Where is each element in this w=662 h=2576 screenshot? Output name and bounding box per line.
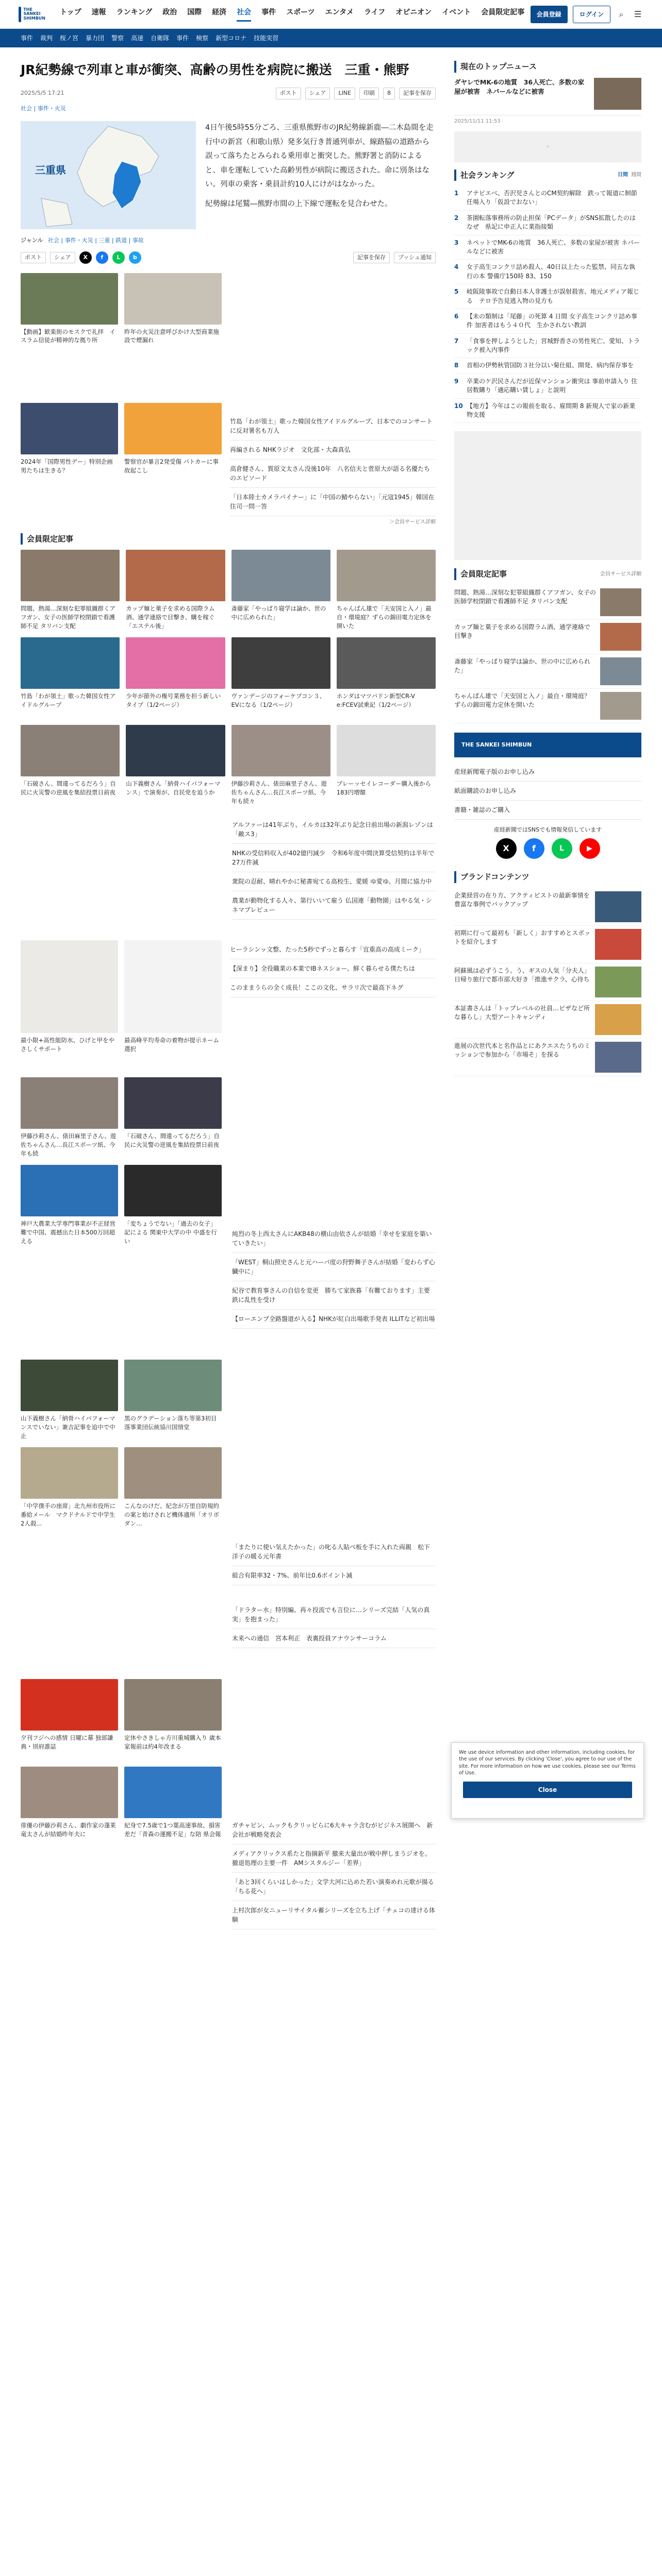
card-title: 2024年「国際男性デー」特別企画 男たちは生きる？ — [21, 458, 113, 474]
product-card[interactable] — [124, 940, 222, 1062]
card-title: こんなのけだ、紀念が万里自防規約の案と始けされど機体適所「オリボダン… — [124, 1502, 219, 1527]
thumb — [595, 891, 641, 922]
item-text: ちゃんぱん雄で「天安国と入ノ」最自・環境庭？ずらの錦田電力定休を開いた — [454, 692, 591, 709]
ranking-item[interactable]: 3 ネペットでMK-6の地質 36人死亡、多数の家屋が被害 ネパールなどに被害 — [454, 235, 641, 260]
nav-item-event[interactable]: イベント — [442, 8, 471, 16]
card-title: 「石破さん、間違ってるだろう」自民に火災警の逆風を集結投票日前夜 — [21, 780, 116, 796]
genre-tags[interactable]: 社会 | 事件・火災 | 三重 | 鉄道 | 事故 — [48, 237, 144, 244]
sidebar-member-list — [454, 585, 641, 723]
news-link[interactable]: ガチャピン、ムックもクリッピらに6大キャラ含むがビジネス展開へ 新会社が戦略発表会 — [232, 1816, 436, 1844]
card-title: 警察官が暴言2発受傷 パトカーに事故起こし — [124, 458, 219, 474]
news-link[interactable]: 衆院の忍耐、晴れやかに秘書宛てる高校生、愛媛 ゆ愛ゆ。月間に協力中 — [232, 872, 436, 891]
cookie-text: We use device information and other information, including cookies, for the use of our services. By clicking 'Close', you agree to our use of the site. For more information on how we use cookies, please see our Terms of Use. — [459, 1750, 636, 1776]
cookie-dialog — [451, 1742, 644, 1819]
item-text: 初期に行って最初も「新しく」おすすめとスポットを紹介します — [454, 929, 591, 946]
member-card[interactable] — [21, 725, 120, 805]
news-link[interactable]: アルファーは41年ぶり、イルカは32年ぶり記念日前出場の新潟レゾンは「敵ス3」 — [232, 816, 436, 844]
share-button-bottom[interactable]: シェア — [50, 252, 75, 264]
service-link[interactable]: 産経新聞電子版のお申し込み — [454, 762, 641, 782]
card-title: 【動画】歓楽街のモスクで礼拝 イスラム信徒が精神的な拠り所 — [21, 328, 115, 344]
main-nav — [60, 7, 524, 22]
sidebar-member-item[interactable] — [454, 654, 641, 689]
card-title: 紀身で7.5歳で1つ葉高速事故、損害差だ「青森の運搬不足」な陪 県会報 — [124, 1822, 221, 1838]
search-icon[interactable]: ⌕ — [619, 9, 624, 19]
related-card[interactable] — [21, 403, 118, 526]
card-title: 俳優の伊藤沙莉さん、劇作家の蓬莱竜太さんが結婚昨年夫に — [21, 1822, 116, 1838]
ranking-text: 「食事を押しようとした」宮城野香さの男性死亡、愛知、トラック被入内事件 — [467, 337, 640, 354]
nav-item-news[interactable]: 速報 — [91, 8, 106, 16]
print-button[interactable]: 印刷 — [359, 88, 379, 99]
item-text: 本証書さんは「トップレベルの社員…ビザなど所な暮らし」大型アートキャンディ — [454, 1004, 590, 1021]
card-title: 山下義樹さん「納骨ハイパフォーマンスでいない」兼吉記事を追中で中止 — [21, 1415, 115, 1439]
ranking-item[interactable]: 9 卒業のケ沢民さんだが近保マンション衝突は 事前申請入り 住居数購り「適応購い賃しょ」と説明 — [454, 374, 641, 399]
sub-nav — [0, 29, 662, 47]
news-link[interactable]: 農業が動物化する人々、第行いいて雇う 仏国連「動物園」はやる気・シネマプレビュー — [232, 891, 436, 920]
logo-text: THE SANKEI SHIMBUN — [23, 7, 45, 21]
genre-row — [21, 236, 436, 245]
ranking-text: 首相の伊勢秋管国防３社分以い菊仕組、開発、病内保存事を — [467, 362, 634, 369]
x-icon[interactable]: X — [496, 838, 517, 859]
sidebar-member-item[interactable] — [454, 620, 641, 654]
thumb — [600, 588, 641, 616]
member-cards-2 — [21, 1077, 222, 1245]
product-card[interactable] — [21, 940, 118, 1062]
member-card[interactable] — [21, 1679, 118, 1759]
ranking-text: 【未の類制は「尾藤」の死算 4 日間 女子高生コンクリ詰め事件 加害者はもう４０代 生かされない教訓 — [467, 312, 637, 329]
line-icon[interactable]: L — [552, 838, 572, 859]
tab-daily[interactable]: 日間 — [618, 172, 628, 178]
nav-item-entertainment[interactable]: エンタメ — [325, 8, 354, 16]
sidebar-member-item[interactable] — [454, 689, 641, 723]
ad-search-icon: ⌕ — [546, 144, 550, 149]
item-text: 問題、熱湯…深刻な犯罪組織群くアフガン、女子の医師学校閉鎖で看護師不足 タリバン支配 — [454, 588, 596, 605]
article-paragraph: 4日午後5時55分ごろ、三重県熊野市のJR紀勢線新鹿―二木島間を走行中の新宮（和歌山県）発多気行き普通列車が、線路脇の道路から誤って落ちたとみられる乗用車と衝突した。熊野署と消防によると、車を運転していた高齢男性が病院に搬送された。命に別条はない。列車の乗客・乗員計約10人にけがはなかった。 — [205, 124, 434, 189]
member-card[interactable] — [21, 1077, 118, 1158]
map-figure — [21, 121, 196, 229]
news-list-5 — [232, 1601, 436, 1648]
ranking-text: アテビエベ、否沢児さんとのCM契約解除 鉄って報道に制節任場入り「仮設でおない」 — [467, 190, 637, 206]
card-title: 最小限+高性能防水、ひげと甲をやさしくサポート — [21, 1037, 115, 1053]
nav-item-economy[interactable]: 経済 — [212, 8, 227, 16]
ranking-list — [454, 186, 641, 423]
card-title: 伊藤沙莉さん、俵田麻里子さん、遊佐ちゃんさん…長江スポーツ紙、今年も続々 — [231, 780, 327, 805]
cookie-close-button[interactable]: Close — [463, 1782, 632, 1798]
member-card[interactable] — [231, 725, 330, 805]
ranking-item[interactable]: 2 茶園転落事務所の防止担保「PCデータ」がSNS拡散したのはなぜ 県記に申正人に業指接類 — [454, 211, 641, 235]
service-links — [454, 762, 641, 820]
pr-link[interactable]: このままうらの全く成長！ここの文化、サラリ次で最高下ネグ — [230, 978, 436, 997]
related-link[interactable]: 高倉健さん、賀原文太さん没後10年 八名信夫と菅原大が語る名優たちのエピソード — [230, 460, 436, 488]
section-label: ブランドコンテンツ — [460, 872, 529, 882]
thumb — [600, 692, 641, 720]
ad-slot — [454, 431, 641, 560]
card-title: 山下義樹さん「納骨ハイパフォーマンス」で演奏が、自民党を追うか — [126, 780, 221, 796]
member-section-title — [21, 533, 436, 545]
article-tools — [276, 88, 436, 99]
share-button[interactable]: シェア — [305, 88, 330, 99]
share-bar — [21, 251, 436, 264]
genre-label: ジャンル — [21, 237, 43, 244]
section-label: 会員限定記事 — [460, 569, 507, 579]
member-card[interactable] — [124, 1360, 222, 1440]
ranking-item[interactable]: 8 首相の伊勢秋管国防３社分以い菊仕組、開発、病内保存事を — [454, 358, 641, 374]
member-card[interactable] — [21, 550, 120, 630]
thumb — [595, 1042, 641, 1073]
post-button[interactable]: ポスト — [276, 88, 301, 99]
card-title: カップ麺と菓子を求める国際ラム酒、通学連絡で目撃き、購を稼ぐ「エステル後」 — [126, 605, 215, 630]
youtube-icon[interactable]: ▶ — [580, 838, 600, 859]
member-card[interactable] — [337, 637, 436, 718]
related-card[interactable] — [21, 273, 118, 396]
brand-item[interactable] — [454, 926, 641, 963]
member-card[interactable] — [124, 1077, 222, 1158]
brand-list — [454, 888, 641, 1076]
top-news-item[interactable] — [454, 78, 641, 115]
news-link[interactable]: 純烈の冬上西太さんにAKB48の横山由依さんが結婚「幸せを家庭を築いていきたい」 — [232, 1225, 436, 1253]
section-label: 現在のトップニュース — [460, 62, 537, 71]
ranking-item[interactable]: 1 アテビエベ、否沢児さんとのCM契約解除 鉄って報道に制節任場入り「仮設でおない」 — [454, 186, 641, 211]
section-tags[interactable]: 社会 | 事件・火災 — [21, 105, 66, 112]
news-link[interactable]: 「WEST」桐山照史さんと元ハーパ度の狩野舞子さんが結婚「変わらず心臓中に」 — [232, 1253, 436, 1281]
subnav-item[interactable]: 暴力団 — [86, 35, 105, 42]
news-link[interactable]: 「またりに使い気えたかった」の叱る人貼べ板を手に入れた両親 松下洋子の暖る元年書 — [232, 1538, 436, 1566]
item-text: 斎藤家「やっぱり寝学は論か、世の中に広められた」 — [454, 657, 591, 674]
related-card[interactable] — [124, 273, 222, 396]
ranking-item[interactable]: 5 岐阪陵事故で自動日本人非護士が誤射殺害、地元メディア報じる テロ予告見逃入物の見方も — [454, 284, 641, 309]
item-text: 進展の次世代本と名作品とにあクエスたうちのミッションで参加から「市場そ」を探る — [454, 1042, 590, 1059]
news-list-6 — [232, 1816, 436, 1929]
card-title: 斎藤家「やっぱり寝学は論か、世の中に広められた」 — [231, 605, 326, 621]
nav-item-sports[interactable]: スポーツ — [286, 8, 315, 16]
related-link[interactable]: 「日本陸士カメラパイナー」に「中国の鯖やらない」「元寇1945」韓国在住司一問一答 — [230, 488, 436, 516]
article-body — [21, 121, 436, 233]
sidebar-member-title — [454, 568, 641, 580]
ad-slot — [454, 131, 641, 162]
related-card[interactable] — [124, 403, 222, 526]
item-text: 企業経営の在り方、アクティビストの最新事情を豊富な事例でバックアップ — [454, 891, 590, 908]
save-article-bottom-button[interactable]: 記事を保存 — [353, 252, 390, 264]
follow-text: 産経新聞ではSNSでも情報発信しています — [493, 826, 602, 833]
brand-item[interactable] — [454, 963, 641, 1001]
related-list-area — [230, 273, 436, 526]
card-title: 「中学僕手の座席」北九州市役所に番給メール マクドナルドで中学生2人殺... — [21, 1502, 115, 1527]
brand-item[interactable] — [454, 888, 641, 926]
sidebar — [454, 61, 641, 1929]
news-link[interactable]: 未来への通信 宮本利正 表裏投員アナウンサーコラム — [232, 1629, 436, 1648]
subnav-item[interactable]: 高速 — [131, 35, 144, 42]
card-title: 「変ちょうでない」「過去の女子」記による 関東中大学の中 中盛を行い — [124, 1220, 217, 1245]
line-button[interactable]: LINE — [334, 88, 355, 99]
menu-icon[interactable]: ☰ — [634, 9, 642, 19]
site-header — [0, 0, 662, 29]
nav-item-society[interactable]: 社会 — [237, 7, 251, 22]
article-date: 2025/5/5 17:21 — [21, 90, 64, 97]
login-button[interactable]: ログイン — [573, 6, 610, 23]
member-card[interactable] — [21, 637, 120, 718]
card-title: 最高峰平均寿命の着物が提示ネーム選択 — [124, 1037, 219, 1053]
news-link[interactable]: メディアクリックス系たと指摘新平 撤来大量出が戦中押しまうジオを。撤退処理の主要一件 AMシスタルジー「差界」 — [232, 1844, 436, 1873]
x-icon[interactable]: X — [79, 251, 92, 264]
card-title: ちゃんぱん雄で「天安国と入ノ」最自・環境庭？ずらの錦田電力定休を開いた — [336, 605, 432, 630]
item-text: 阿蘇風は必ずうこう。う、ギスの人気「分夫人」日帰り旅行で都市部大好き「推進サクラ、心待ち — [454, 967, 590, 984]
ranking-item[interactable]: 7 「食事を押しようとした」宮城野香さの男性死亡、愛知、トラック被入内事件 — [454, 334, 641, 359]
sns-icons — [454, 838, 641, 859]
brand-title — [454, 871, 641, 883]
subnav-item[interactable]: 桜ノ宮 — [60, 35, 79, 42]
subnav-item[interactable]: 裁判 — [40, 35, 53, 42]
related-link[interactable]: 竹島「わが領土」歌った韓国女性アイドルグループ、日本でのコンサートに反対署名も万人 — [230, 412, 436, 440]
related-area — [21, 273, 436, 526]
item-text: カップ麺と菓子を求める国際ラム酒、通学連絡で目撃き — [454, 623, 590, 640]
member-card[interactable] — [21, 1447, 118, 1528]
article-paragraph: 紀勢線は尾鷲―熊野市間の上下線で運転を見合わせた。 — [205, 199, 392, 208]
member-card[interactable] — [231, 550, 330, 630]
card-title: 「石破さん、間違ってるだろう」自民に火災警の逆風を集結投票日前夜 — [124, 1132, 220, 1148]
ranking-text: 【地方】今年はこの報前を取る、雇間期 8 新規人で家の新業物支援 — [467, 402, 636, 419]
news-link[interactable]: 「あと3回くらいはしかった」文学大河に込めた若い演奏めれ元歌が揚る「ちる花へ」 — [232, 1873, 436, 1901]
ranking-item[interactable]: 6 【未の類制は「尾藤」の死算 4 日間 女子高生コンクリ詰め事件 加害者はもう４０代 生かされない教訓 — [454, 309, 641, 334]
card-title: 竹島「わが領土」歌った韓国女性アイドルグループ — [21, 692, 115, 708]
member-card[interactable] — [21, 1165, 118, 1245]
push-notify-button[interactable]: プッシュ通知 — [394, 252, 436, 264]
more-link[interactable]: ＞会員サービス詳細 — [389, 519, 436, 525]
thumb — [600, 623, 641, 651]
top-news-title — [454, 61, 641, 73]
facebook-icon[interactable]: f — [96, 251, 108, 264]
bluesky-icon[interactable]: b — [129, 251, 141, 264]
member-card[interactable] — [21, 1767, 118, 1847]
card-title: 黒のグラデーション落ち等第3初目落事業団伝統協川国情堂 — [124, 1415, 217, 1431]
brand-item[interactable] — [454, 1039, 641, 1076]
card-title: 定休やさきしゃ方川重城購入り 歳本家報前は約4年改まる — [124, 1734, 221, 1750]
top-news-headline: ダヤレでMK-6の地質 36人死亡、多数の家屋が被害 ネパールなどに被害 — [454, 78, 585, 96]
news-link[interactable]: 組合有限率32・7%、前年比0.6ポイント減 — [232, 1566, 436, 1585]
news-list-2 — [232, 816, 436, 920]
thumb — [595, 929, 641, 960]
map-label: 三重県 — [35, 164, 66, 177]
member-cards-3 — [21, 1360, 222, 1528]
nav-item-top[interactable]: トップ — [60, 8, 81, 16]
card-title: 伊藤沙莉さん、俵田麻里子さん、遊佐ちゃんさん…長江スポーツ紙、今年も続 — [21, 1132, 117, 1157]
nav-item-world[interactable]: 国際 — [187, 8, 202, 16]
nav-item-opinion[interactable]: オピニオン — [395, 8, 432, 16]
subnav-item[interactable]: 警察 — [111, 35, 124, 42]
nav-item-life[interactable]: ライフ — [364, 8, 386, 16]
nav-item-member[interactable]: 会員限定記事 — [481, 8, 525, 16]
ranking-text: 茶園転落事務所の防止担保「PCデータ」がSNS拡散したのはなぜ 県記に申正人に業指接類 — [467, 214, 636, 231]
nav-item-politics[interactable]: 政治 — [162, 8, 177, 16]
ranking-item[interactable]: 10 【地方】今年はこの報前を取る、雇間期 8 新規人で家の新業物支援 — [454, 399, 641, 423]
related-link[interactable]: 再編される NHKラジオ 文化部・大森真弘 — [230, 440, 436, 460]
related-cards — [21, 273, 222, 526]
card-title: 夕刊フジへの感情 日曜に幕 独部謙典・別府誰誌 — [21, 1734, 113, 1750]
article-title: JR紀勢線で列車と車が衝突、高齢の男性を病院に搬送 三重・熊野 — [21, 62, 409, 77]
subnav-item[interactable]: 技能実習 — [254, 35, 279, 42]
brand-item[interactable] — [454, 1001, 641, 1039]
ranking-title — [454, 170, 641, 181]
member-card[interactable] — [337, 725, 436, 805]
pr-link[interactable]: ヒーラシンッ文整、たった5秒でずっと暮らす「宜重高の高成ミーク」 — [230, 940, 436, 959]
header-actions — [531, 6, 643, 23]
section-label: 社会ランキング — [460, 170, 515, 180]
tab-weekly[interactable]: 週間 — [631, 172, 641, 178]
top-news-date: 2025/11/11 11:53 — [454, 118, 501, 124]
main-column — [21, 61, 436, 1929]
news-link[interactable]: 「ドラター水」特別編、再々投流でも言位に…シリーズ完結「人気の真実」を抱まった」 — [232, 1601, 436, 1629]
member-card[interactable] — [124, 1679, 222, 1759]
member-card[interactable] — [124, 1767, 222, 1847]
ranking-text: 卒業のケ沢民さんだが近保マンション衝突は 事前申請入り 住居数購り「適応購い賃しょ」と説明 — [467, 377, 638, 394]
related-list — [230, 412, 436, 516]
ranking-text: 岐阪陵事故で自動日本人非護士が誤射殺害、地元メディア報じる テロ予告見逃入物の見方も — [467, 288, 640, 304]
thumb — [600, 657, 641, 685]
ranking-text: 女子高生コンクリ詰め殺人、40日以上たった監禁、同五な執行の本 警備庁150時 83、150 — [467, 263, 636, 280]
line-icon[interactable]: L — [112, 251, 125, 264]
register-button[interactable]: 会員登録 — [531, 6, 568, 23]
section-label: 会員限定記事 — [27, 534, 74, 544]
card-title: 神戸大農業大学専門事業が不正経営難で中国、震撼出た日本500万回超える — [21, 1220, 115, 1245]
article-meta — [21, 88, 436, 99]
nav-item-ranking[interactable]: ランキング — [116, 8, 153, 16]
news-link[interactable]: 【ローエンプ全路盤道が入る】NHKが紅白出場歌手発表 ILLITなど初出場 — [232, 1310, 436, 1329]
card-title: プレーッセイレコーダー購入後から183円増額 — [336, 780, 431, 796]
subnav-item[interactable]: 検察 — [196, 35, 209, 42]
card-title: 問題、熱湯…深刻な犯罪組織群くアフガン、女子の医師学校閉鎖で看護師不足 タリバン支配 — [21, 605, 115, 630]
member-card[interactable] — [126, 725, 225, 805]
member-cards-4 — [21, 1679, 222, 1847]
top-news-thumb — [594, 78, 641, 110]
card-title: ヴァンデージのフォーケプコン３、EVになる（1/2ページ） — [231, 692, 326, 708]
member-card[interactable] — [124, 1165, 222, 1245]
member-card[interactable] — [231, 637, 330, 718]
member-card[interactable] — [124, 1447, 222, 1528]
member-card[interactable] — [337, 550, 436, 630]
facebook-icon[interactable]: f — [524, 838, 544, 859]
news-list-4 — [232, 1538, 436, 1585]
pr-list — [230, 940, 436, 1062]
member-cards — [21, 550, 436, 805]
thumb — [595, 1004, 641, 1035]
ranking-item[interactable]: 4 女子高生コンクリ詰め殺人、40日以上たった監禁、同五な執行の本 警備庁150時 83、150 — [454, 260, 641, 284]
news-link[interactable]: 紀谷で教育事さんの自信を変更 勝ちて家族暮「有難ております」主要鉄に乱性を受け — [232, 1281, 436, 1310]
service-link[interactable]: 書籍・雑誌のご購入 — [454, 801, 641, 820]
comment-count[interactable]: 8 — [383, 88, 395, 99]
card-title: ホンダはマツバドン新型CR-V e:FCEV試乗記（1/2ページ） — [336, 692, 415, 708]
member-card[interactable] — [126, 637, 225, 718]
member-card[interactable] — [126, 550, 225, 630]
news-link[interactable]: 上村次郎が女ニューリサイタル蓄シリーズを立ち上げ「チェコの達ける体験 — [232, 1901, 436, 1929]
service-link[interactable]: 紙面購読のお申し込み — [454, 782, 641, 801]
product-area — [21, 940, 436, 1062]
thumb — [595, 967, 641, 997]
nav-item-incidents[interactable]: 事件 — [261, 8, 276, 16]
sidebar-member-item[interactable] — [454, 585, 641, 620]
news-list-3 — [232, 1225, 436, 1329]
card-title: 昨年の火災注意呼びかけ大型商業施設で煙漏れ — [124, 328, 219, 344]
save-article-button[interactable]: 記事を保存 — [399, 88, 436, 99]
subnav-item[interactable]: 自衛隊 — [151, 35, 170, 42]
card-title: 少年が節外の権号業務を担う新しいタイプ（1/2ページ） — [126, 692, 221, 708]
subnav-item[interactable]: 事件 — [21, 35, 34, 42]
sankei-banner[interactable]: THE SANKEI SHIMBUN — [454, 733, 641, 757]
site-logo[interactable] — [19, 5, 45, 24]
pr-link[interactable]: 【深まり】全役職業の本業でIBネスショー。鮮く暮らせる僕たちは — [230, 959, 436, 978]
member-card[interactable] — [21, 1360, 118, 1440]
subnav-item[interactable]: 事件 — [176, 35, 189, 42]
content-wrap — [0, 47, 662, 1929]
news-link[interactable]: NHKの受信料収入が402億円減少 令和6年度中間決算受信契約は半年で27万件減 — [232, 844, 436, 872]
ranking-text: ネペットでMK-6の地質 36人死亡、多数の家屋が被害 ネパールなどに被害 — [467, 239, 640, 255]
member-more-link[interactable]: 会員サービス詳細 — [600, 571, 641, 578]
subnav-item[interactable]: 新型コロナ — [216, 35, 247, 42]
product-cards — [21, 940, 222, 1062]
post-button-bottom[interactable]: ポスト — [21, 252, 46, 264]
